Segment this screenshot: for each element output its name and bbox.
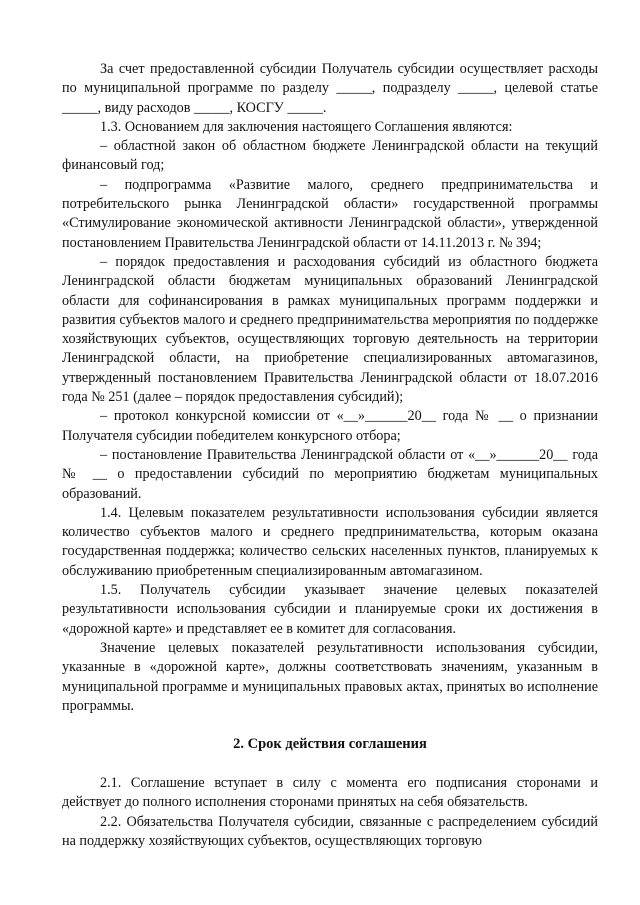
paragraph-1-4: 1.4. Целевым показателем результативности использования субсидии является количество субъектов малого и среднего предпринимательства, которым оказана государственная поддержка; количество сельских населенных пунктов, планируемых к обслуживанию приобретенным специализированным автомагазином. (62, 504, 598, 579)
list-item-protocol: – протокол конкурсной комиссии от «__»______20__ года № __ о признании Получателя субсидии победителем конкурсного отбора; (62, 408, 598, 444)
paragraph-expenses: За счет предоставленной субсидии Получатель субсидии осуществляет расходы по муниципальной программе по разделу _____, подразделу _____, целевой статье _____, виду расходов _____, КОСГУ _____. (62, 61, 598, 116)
list-item-resolution: – постановление Правительства Ленинградской области от «__»______20__ года № __ о предоставлении субсидий по мероприятию бюджетам муниципальных образований. (62, 446, 598, 502)
paragraph-2-1: 2.1. Соглашение вступает в силу с момента его подписания сторонами и действует до полного исполнения сторонами принятых на себя обязательств. (62, 775, 598, 811)
list-item-procedure: – порядок предоставления и расходования субсидий из областного бюджета Ленинградской области бюджетам муниципальных образований Ленинградской области для софинансирования в рамках муниципальных программ поддержки и развития субъектов малого и среднего предпринимательства мероприятия по поддержке хозяйствующих субъектов, осуществляющих торговую деятельность на территории Ленинградской области, на приобретение специализированных автомагазинов, утвержденный постановлением Правительства Ленинградской области от 18.07.2016 года № 251 (далее – порядок предоставления субсидий); (62, 253, 598, 406)
list-item-regional-law: – областной закон об областном бюджете Ленинградской области на текущий финансовый год; (62, 138, 598, 174)
section-2-heading: 2. Срок действия соглашения (233, 736, 427, 753)
list-item-subprogram: – подпрограмма «Развитие малого, среднего предпринимательства и потребительского рынка Ленинградской области» государственной программы «Стимулирование экономической активности Ленинградской области», утвержденной постановлением Правительства Ленинградской области от 14.11.2013 г. № 394; (62, 176, 598, 251)
paragraph-target-values: Значение целевых показателей результативности использования субсидии, указанные в «дорожной карте», должны соответствовать значениям, указанным в муниципальной программе и муниципальных правовых актах, принятых во исполнение программы. (62, 639, 598, 714)
paragraph-2-2: 2.2. Обязательства Получателя субсидии, связанные с распределением субсидий на поддержку хозяйствующих субъектов, осуществляющих торговую (62, 813, 598, 849)
paragraph-1-3: 1.3. Основанием для заключения настоящего Соглашения являются: (100, 118, 513, 135)
paragraph-1-5: 1.5. Получатель субсидии указывает значение целевых показателей результативности использования субсидии и планируемые сроки их достижения в «дорожной карте» и представляет ее в комитет для согласования. (62, 582, 598, 637)
